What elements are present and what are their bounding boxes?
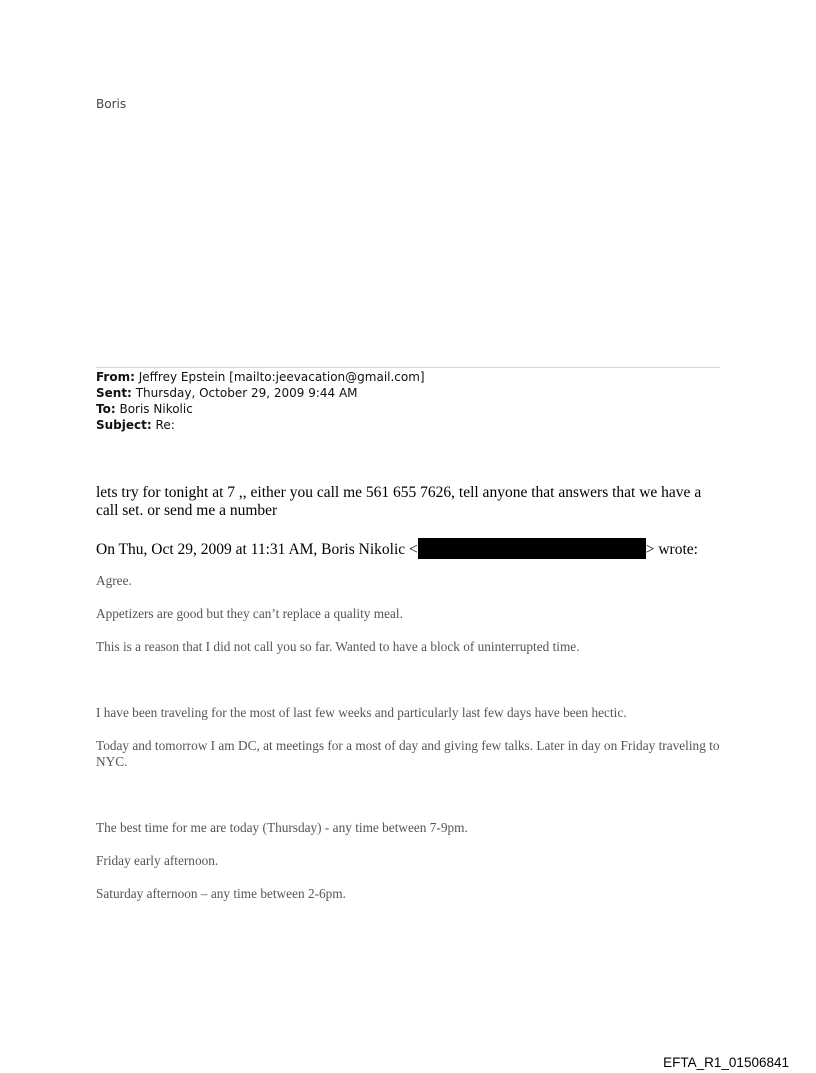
from-row [96, 369, 425, 385]
quoted-paragraph: Appetizers are good but they can’t replace a quality meal. [96, 606, 403, 621]
subject-value: Re: [155, 418, 175, 432]
to-value: Boris Nikolic [119, 402, 193, 416]
email-header [96, 369, 425, 433]
quoted-paragraph: Friday early afternoon. [96, 853, 219, 868]
quoted-paragraph: Saturday afternoon – any time between 2-6pm. [96, 886, 346, 901]
subject-label: Subject: [96, 418, 152, 432]
quoted-paragraph: Today and tomorrow I am DC, at meetings for a most of day and giving few talks. Later in day on Friday traveling to NYC. [96, 738, 720, 769]
from-value: Jeffrey Epstein [mailto:jeevacation@gmail.com] [138, 370, 425, 384]
subject-row [96, 417, 425, 433]
from-label: From: [96, 370, 135, 384]
to-row [96, 401, 425, 417]
quote-intro-start: On Thu, Oct 29, 2009 at 11:31 AM, Boris Nikolic < [96, 541, 418, 558]
bates-number: EFTA_R1_01506841 [663, 1055, 789, 1070]
quoted-paragraph: The best time for me are today (Thursday) - any time between 7-9pm. [96, 820, 468, 835]
signature-boris: Boris [96, 97, 127, 111]
sent-value: Thursday, October 29, 2009 9:44 AM [135, 386, 358, 400]
quote-intro-end: > wrote: [645, 541, 698, 558]
header-divider [96, 367, 720, 368]
sent-label: Sent: [96, 386, 132, 400]
quote-intro [96, 538, 736, 560]
to-label: To: [96, 402, 116, 416]
quoted-paragraph: This is a reason that I did not call you so far. Wanted to have a block of uninterrupted time. [96, 639, 580, 654]
message-body: lets try for tonight at 7 ,, either you call me 561 655 7626, tell anyone that answers that we have a call set. or send me a number [96, 484, 702, 519]
quoted-paragraph: I have been traveling for the most of last few weeks and particularly last few days have been hectic. [96, 705, 627, 720]
sent-row [96, 385, 425, 401]
quoted-paragraph: Agree. [96, 573, 132, 588]
redaction-box [418, 538, 646, 559]
